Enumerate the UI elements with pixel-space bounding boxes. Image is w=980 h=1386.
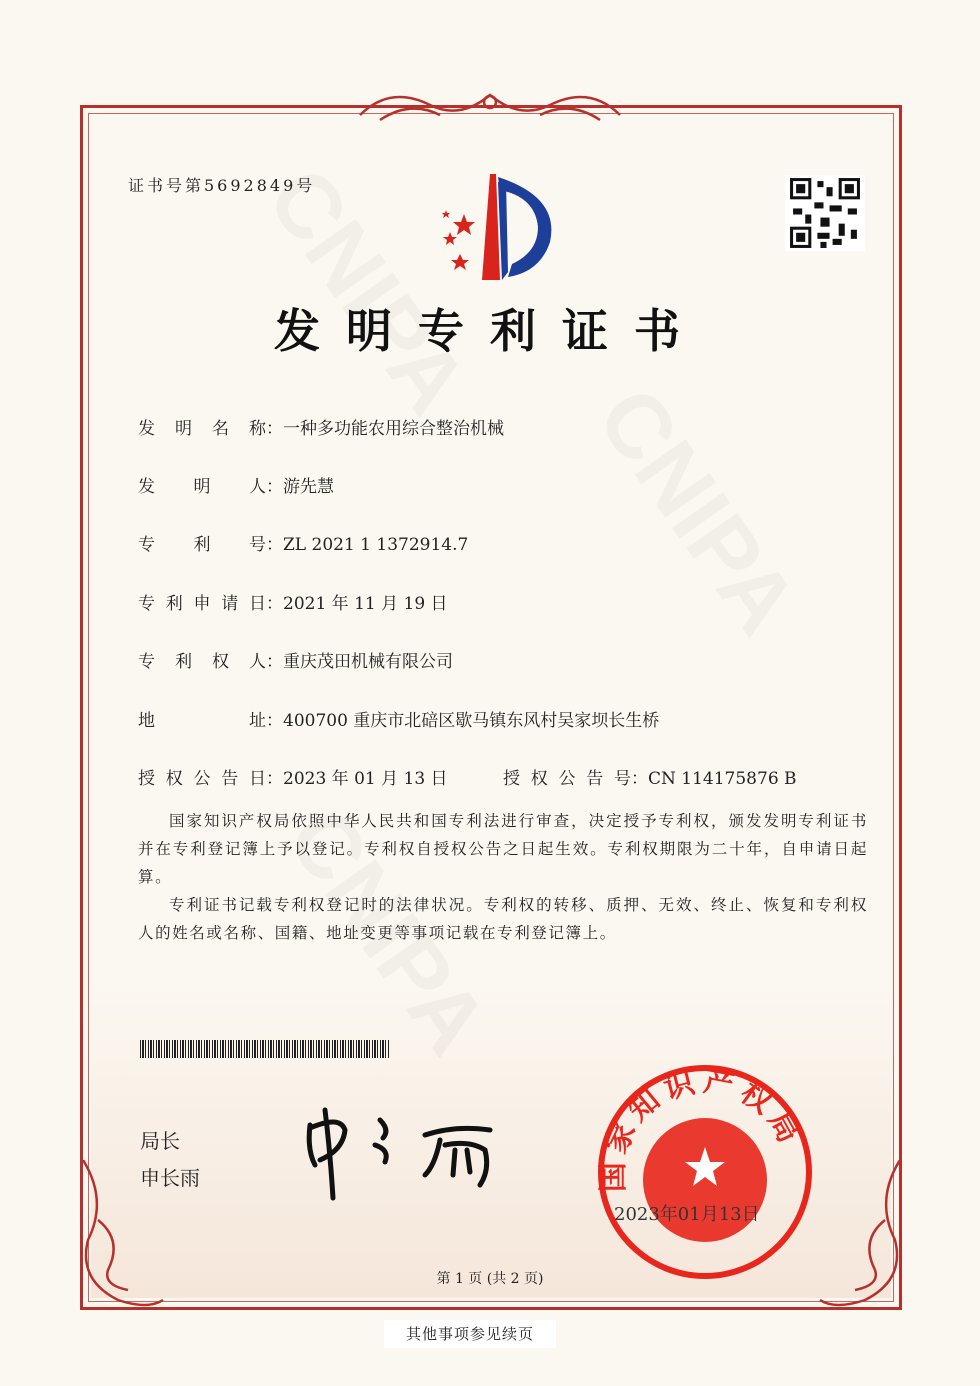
- field-grant-number: 授权公告号：CN 114175876 B: [503, 769, 797, 789]
- qr-code: [785, 175, 865, 251]
- cnipa-logo: [420, 172, 565, 282]
- field-inventor: 发明人：游先慧: [138, 477, 334, 497]
- page-number: 第 1 页 (共 2 页): [436, 1271, 544, 1287]
- top-ornament: [350, 80, 630, 130]
- field-patentee: 专利权人：重庆茂田机械有限公司: [138, 652, 453, 672]
- paragraph-grant: 国家知识产权局依照中华人民共和国专利法进行审查，决定授予专利权，颁发发明专利证书并在专利登记簿上予以登记。专利权自授权公告之日起生效。专利权期限为二十年，自申请日起算。: [138, 812, 868, 886]
- field-application-date: 专利申请日：2021 年 11 月 19 日: [138, 594, 448, 614]
- field-patent-number: 专利号：ZL 2021 1 1372914.7: [138, 535, 469, 555]
- paragraph-legal-status: 专利证书记载专利权登记时的法律状况。专利权的转移、质押、无效、终止、恢复和专利权人的姓名或名称、国籍、地址变更等事项记载在专利登记簿上。: [138, 896, 868, 942]
- field-grant-date: 授权公告日：2023 年 01 月 13 日: [138, 769, 448, 789]
- seal-date: 2023年01月13日: [614, 1204, 760, 1225]
- certificate-title: 发明专利证书: [274, 304, 706, 358]
- field-invention-name: 发明名称：一种多功能农用综合整治机械: [138, 419, 504, 439]
- continued-note: 其他事项参见续页: [384, 1320, 556, 1348]
- official-seal: [595, 1062, 815, 1282]
- signature: [295, 1100, 510, 1205]
- director-title: 局长: [140, 1129, 180, 1153]
- seal-text: 国家知识产权局: [595, 1063, 810, 1193]
- field-address: 地址：400700 重庆市北碚区歇马镇东风村吴家坝长生桥: [138, 711, 660, 731]
- director-name: 申长雨: [140, 1166, 200, 1190]
- certificate-number: 证书号第5692849号: [128, 176, 316, 195]
- barcode: [140, 1040, 390, 1058]
